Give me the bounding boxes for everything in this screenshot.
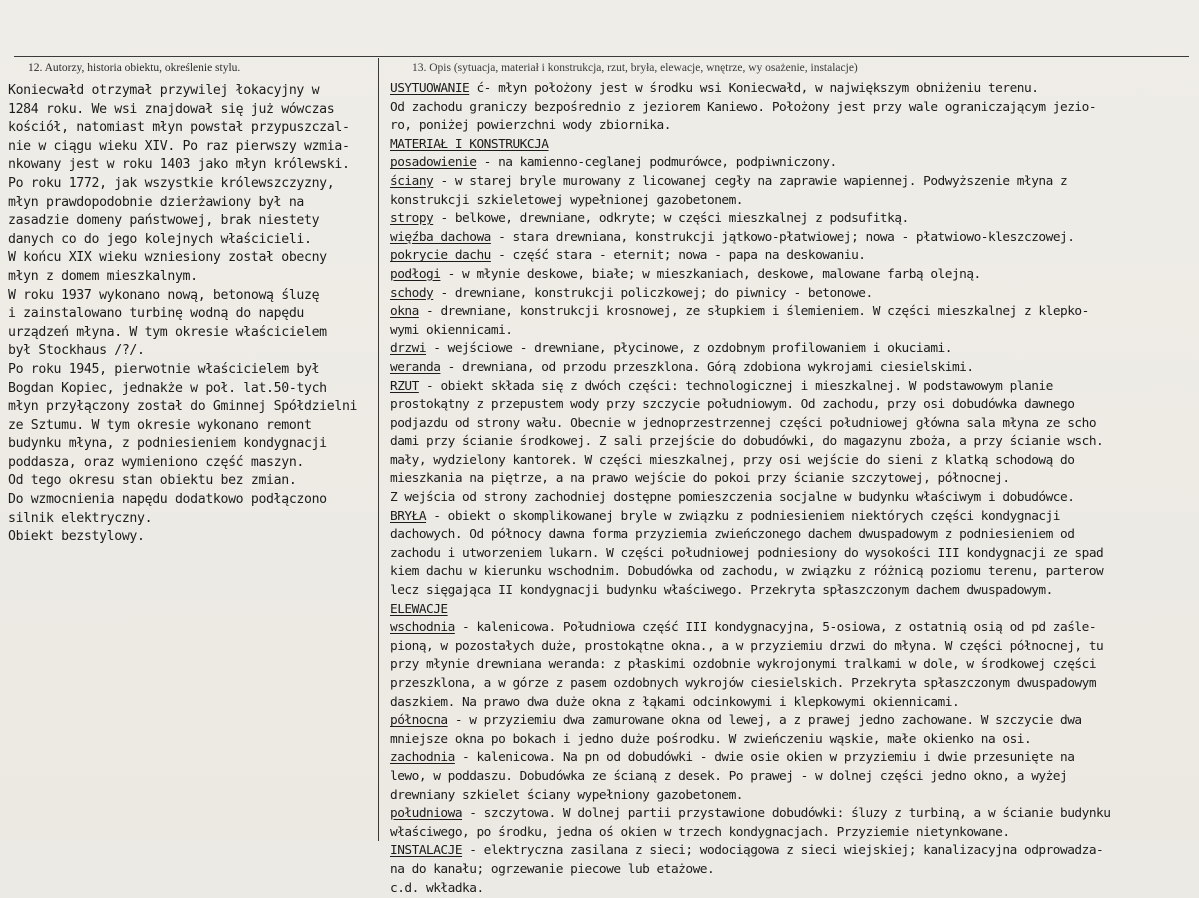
description-line <box>390 731 1192 750</box>
line-text: - belkowe, drewniane, odkryte; w części mieszkalnej z podsufitką. <box>433 211 909 227</box>
line-text: c.d. wkładka. <box>390 880 484 896</box>
description-line <box>390 638 1192 657</box>
history-line: i zainstalowano turbinę wodną do napędu <box>8 306 304 322</box>
description-line <box>390 173 1192 192</box>
line-text: dami przy ścianie środkowej. Z sali przejście do dobudówki, do magazynu zboża, a przy ścianie wsch. <box>390 434 1104 450</box>
description-line <box>390 508 1192 527</box>
section-label: weranda <box>390 359 441 375</box>
section-label: ELEWACJE <box>390 601 448 617</box>
line-text: Od zachodu graniczy bezpośrednio z jeziorem Kaniewo. Położony jest przy wale ograniczającym jezio- <box>390 99 1097 115</box>
line-text: podjazdu od strony wału. Obecnie w jednoprzestrzennej części południowej główna sala młyna ze scho <box>390 415 1097 431</box>
header-rule <box>14 56 1189 57</box>
line-text: kiem dachu w kierunku wschodnim. Dobudówka od zachodu, w związku z różnicą poziomu terenu, parterow <box>390 564 1104 580</box>
section-label: schody <box>390 285 434 301</box>
line-text: konstrukcji szkieletowej wypełnionej gazobetonem. <box>390 192 744 208</box>
column-divider <box>378 58 379 841</box>
line-text: - wejściowe - drewniane, płycinowe, z ozdobnym profilowaniem i okuciami. <box>426 341 952 357</box>
line-text: - kalenicowa. Południowa część III kondygnacyjna, 5-osiowa, z ostatnią osią od pd zaśle- <box>454 620 1097 636</box>
line-text: - na kamienno-ceglanej podmurówce, podpiwniczony. <box>476 155 837 171</box>
description-line <box>390 415 1192 434</box>
description-line <box>390 99 1192 118</box>
section-label: stropy <box>390 211 434 227</box>
line-text: lecz sięgająca II kondygnacji budynku właściwego. Przekryta spłaszczonym dachem dwuspadowym. <box>390 583 1053 599</box>
section-label: INSTALACJE <box>390 843 463 859</box>
history-line: młyn przyłączony został do Gminnej Spółdzielni <box>8 399 358 415</box>
history-line: Obiekt bezstylowy. <box>8 529 145 545</box>
history-line: zasadzie domeny państwowej, brak niestety <box>8 213 320 229</box>
history-line: urządzeń młyna. W tym okresie właścicielem <box>8 324 327 340</box>
history-line: 1284 roku. We wsi znajdował się już wówczas <box>8 101 335 117</box>
section-label: USYTUOWANIE <box>390 81 470 96</box>
description-line <box>390 470 1192 489</box>
description-line <box>390 192 1192 211</box>
line-text: - część stara - eternit; nowa - papa na deskowaniu. <box>490 248 866 264</box>
line-text: mieszkania na piętrze, a na prawo wejście do pokoi przy ścianie szczytowej, północnej. <box>390 471 1010 487</box>
line-text: przy młynie drewniana weranda: z płaskimi ozdobnie wykrojonymi tralkami w dole, w środkowej części <box>390 657 1097 673</box>
description-line <box>390 842 1192 861</box>
description-line <box>390 805 1192 824</box>
line-text: - drewniane, konstrukcji policzkowej; do piwnicy - betonowe. <box>433 285 873 301</box>
line-text: Z wejścia od strony zachodniej dostępne pomieszczenia socjalne w budynku właściwym i dobudówce. <box>390 490 1075 506</box>
line-text: daszkiem. Na prawo dwa duże okna z łąkami odcinkowymi i klepkowymi okiennicami. <box>390 694 960 710</box>
line-text: - stara drewniana, konstrukcji jątkowo-płatwiowej; nowa - płatwiowo-kleszczowej. <box>490 229 1075 245</box>
section-label: południowa <box>390 806 463 822</box>
history-line: danych co do jego kolejnych właścicieli. <box>8 231 312 247</box>
history-line: W końcu XIX wieku wzniesiony został obecny <box>8 250 327 266</box>
line-text: wymi okiennicami. <box>390 322 513 338</box>
description-line <box>390 285 1192 304</box>
description-column <box>390 80 1192 898</box>
description-line <box>390 322 1192 341</box>
line-text: na do kanału; ogrzewanie piecowe lub etażowe. <box>390 861 715 877</box>
section-label: podłogi <box>390 266 441 282</box>
history-line: budynku młyna, z podniesieniem kondygnacji <box>8 436 327 452</box>
description-line <box>390 880 1192 898</box>
section-label: pokrycie dachu <box>390 248 491 264</box>
description-line <box>390 712 1192 731</box>
history-line: Po roku 1945, pierwotnie właścicielem był <box>8 361 320 377</box>
line-text: - obiekt o skomplikowanej bryle w związku z podniesieniem niektórych części kondygnacji <box>426 508 1061 524</box>
line-text: - w starej bryle murowany z licowanej cegły na zaprawie wapiennej. Podwyższenie młyna z <box>433 173 1068 189</box>
section-label: północna <box>390 713 448 729</box>
description-line <box>390 619 1192 638</box>
history-line: Koniecwałd otrzymał przywilej łokacyjny w <box>8 83 320 98</box>
line-text: mniejsze okna po bokach i jedno duże pośrodku. W zwieńczeniu wąskie, małe okienko na osi. <box>390 731 1032 747</box>
history-line: poddasza, oraz wymieniono część maszyn. <box>8 454 304 470</box>
description-line <box>390 656 1192 675</box>
description-line <box>390 861 1192 880</box>
history-line: W roku 1937 wykonano nową, betonową śluzę <box>8 287 320 303</box>
section-13-heading: 13. Opis (sytuacja, materiał i konstrukcja, rzut, bryła, elewacje, wnętrze, wy osażenie, instalacje) <box>412 62 858 74</box>
description-line <box>390 582 1192 601</box>
line-text: zachodu i utworzeniem lukarn. W części południowej podniesiony do wysokości III kondygnacji ze spad <box>390 545 1104 561</box>
history-line: Od tego okresu stan obiektu bez zmian. <box>8 473 297 489</box>
line-text: - w młynie deskowe, białe; w mieszkaniach, deskowe, malowane farbą olejną. <box>440 266 981 282</box>
history-line: Bogdan Kopiec, jednakże w poł. lat.50-tych <box>8 380 327 396</box>
line-text: ro, poniżej powierzchni wody zbiornika. <box>390 118 671 134</box>
description-line <box>390 229 1192 248</box>
line-text: - obiekt składa się z dwóch części: technologicznej i mieszkalnej. W podstawowym planie <box>418 378 1053 394</box>
description-line <box>390 303 1192 322</box>
line-text: właściwego, po środku, jedna oś okien w trzech kondygnacjach. Przyziemie nietynkowane. <box>390 824 1010 840</box>
description-line <box>390 768 1192 787</box>
section-label: drzwi <box>390 341 427 357</box>
section-12-heading: 12. Autorzy, historia obiektu, określenie stylu. <box>28 62 241 74</box>
history-line: młyn prawdopodobnie dzierżawiony był na <box>8 194 304 210</box>
description-line <box>390 824 1192 843</box>
line-text: - kalenicowa. Na pn od dobudówki - dwie osie okien w przyziemiu i dwie przesunięte na <box>454 750 1075 766</box>
history-line: nkowany jest w roku 1403 jako młyn królewski. <box>8 157 350 173</box>
description-line <box>390 117 1192 136</box>
history-line: młyn z domem mieszkalnym. <box>8 268 198 284</box>
history-line: kościół, natomiast młyn powstał przypuszczal- <box>8 120 350 136</box>
section-label: BRYŁA <box>390 508 427 524</box>
history-line: silnik elektryczny. <box>8 510 153 526</box>
line-text: prostokątny z przepustem wody przy szczycie południowym. Od zachodu, przy osi dobudówka dawnego <box>390 397 1075 413</box>
section-label: ściany <box>390 173 434 189</box>
description-line <box>390 526 1192 545</box>
line-text: pioną, w pozostałych duże, prostokątne okna., a w przyziemiu drzwi do młyna. W części północnej, tu <box>390 638 1104 654</box>
description-line <box>390 80 1192 99</box>
description-line <box>390 749 1192 768</box>
description-line <box>390 154 1192 173</box>
line-text: przeszklona, a w górze z pasem ozdobnych wykrojów ciesielskich. Przekryta spłaszczonym dwuspadowym <box>390 676 1097 691</box>
description-line <box>390 396 1192 415</box>
section-label: więźba dachowa <box>390 229 491 245</box>
line-text: lewo, w poddaszu. Dobudówka ze ścianą z desek. Po prawej - w dolnej części jedno okno, a wyżej <box>390 768 1068 784</box>
section-label: posadowienie <box>390 155 477 171</box>
description-line <box>390 378 1192 397</box>
description-line <box>390 545 1192 564</box>
line-text: - elektryczna zasilana z sieci; wodociągowa z sieci wiejskiej; kanalizacyjna odprowadza- <box>462 843 1104 859</box>
description-line <box>390 601 1192 620</box>
description-line <box>390 452 1192 471</box>
description-line <box>390 266 1192 285</box>
history-line: był Stockhaus /?/. <box>8 343 145 359</box>
description-line <box>390 247 1192 266</box>
history-line: ze Sztumu. W tym okresie wykonano remont <box>8 417 312 433</box>
line-text: dachowych. Od północy dawna forma przyziemia zwieńczonego dachem dwuspadowym z podniesieniem od <box>390 527 1075 543</box>
section-label: RZUT <box>390 378 419 394</box>
line-text: ć- młyn położony jest w środku wsi Koniecwałd, w największym obniżeniu terenu. <box>469 81 1039 96</box>
line-text: drewniany szkielet ściany wypełniony gazobetonem. <box>390 787 744 803</box>
line-text: mały, wydzielony kantorek. W części mieszkalnej, przy osi wejście do sieni z klatką schodową do <box>390 452 1075 468</box>
section-label: zachodnia <box>390 750 455 766</box>
description-line <box>390 563 1192 582</box>
line-text: - drewniane, konstrukcji krosnowej, ze słupkiem i ślemieniem. W części mieszkalnej z klepko- <box>418 304 1089 320</box>
description-line <box>390 433 1192 452</box>
description-line <box>390 340 1192 359</box>
description-line <box>390 787 1192 806</box>
description-line <box>390 136 1192 155</box>
section-label: wschodnia <box>390 620 455 636</box>
description-line <box>390 489 1192 508</box>
description-line <box>390 675 1192 694</box>
line-text: - w przyziemiu dwa zamurowane okna od lewej, a z prawej jedno zachowane. W szczycie dwa <box>447 713 1082 729</box>
history-column <box>8 82 370 547</box>
line-text: - szczytowa. W dolnej partii przystawione dobudówki: śluzy z turbiną, a w ścianie budynku <box>462 806 1111 822</box>
description-line <box>390 359 1192 378</box>
history-line: Po roku 1772, jak wszystkie królewszczyzny, <box>8 175 335 191</box>
line-text: - drewniana, od przodu przeszklona. Górą zdobiona wykrojami ciesielskimi. <box>440 359 974 375</box>
section-label: MATERIAŁ I KONSTRUKCJA <box>390 136 549 152</box>
history-line: Do wzmocnienia napędu dodatkowo podłączono <box>8 492 327 508</box>
history-line: nie w ciągu wieku XIV. Po raz pierwszy wzmia- <box>8 138 350 154</box>
description-line <box>390 210 1192 229</box>
section-label: okna <box>390 304 419 320</box>
description-line <box>390 694 1192 713</box>
